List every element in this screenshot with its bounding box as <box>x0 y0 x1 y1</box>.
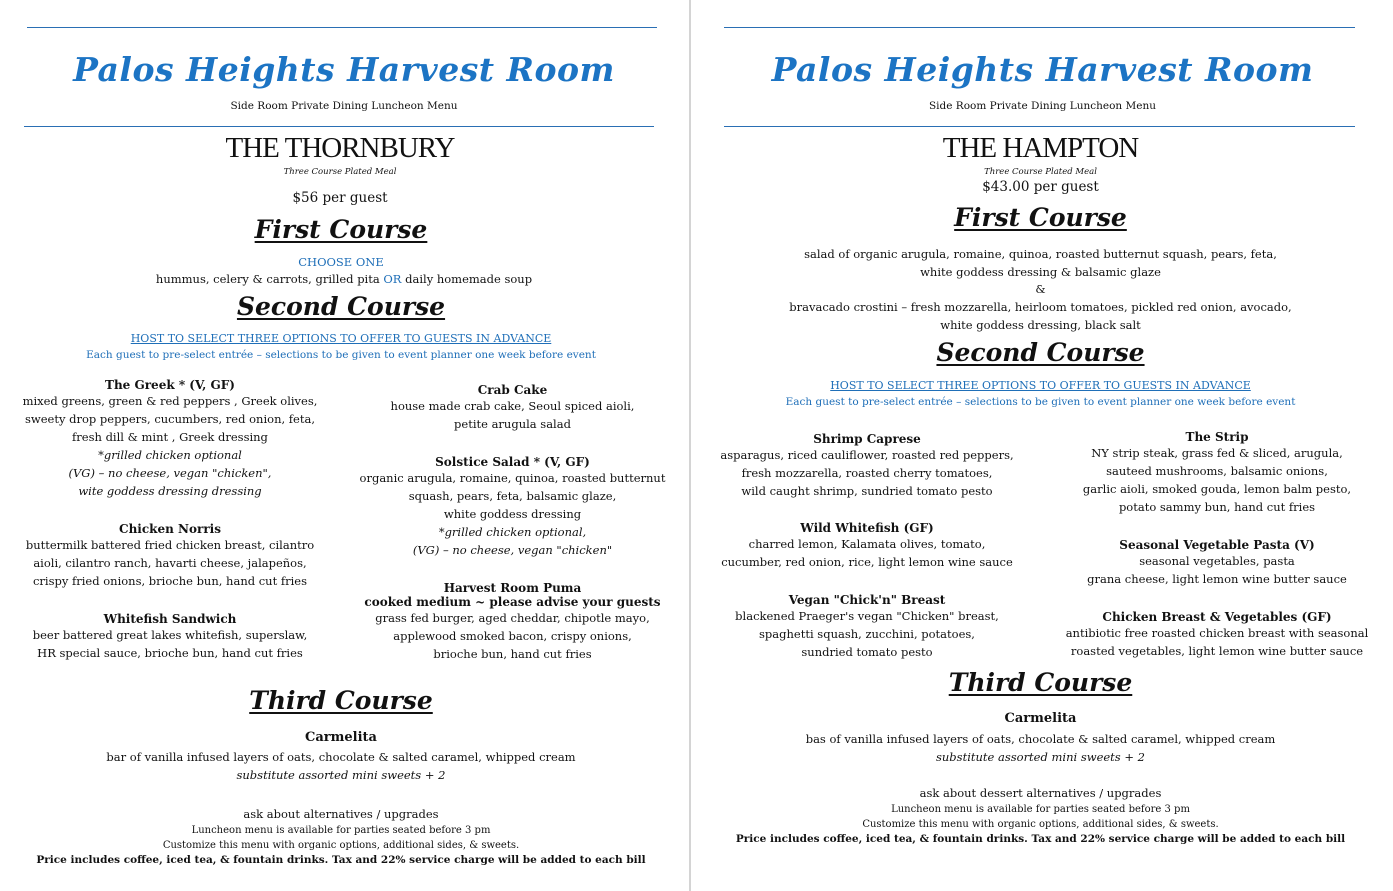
item-desc-line: charred lemon, Kalamata olives, tomato, <box>748 537 986 551</box>
footer-line: Customize this menu with organic options, additional sides, & sweets. <box>162 840 520 851</box>
footer-price-note: Price includes coffee, iced tea, & fountain drinks. Tax and 22% service charge will be added to each bill <box>735 833 1346 845</box>
preselect-note: Each guest to pre-select entrée – selections to be given to event planner one week before event <box>86 349 596 361</box>
meal-type: Three Course Plated Meal <box>984 167 1097 177</box>
item-desc-line: cucumber, red onion, rice, light lemon wine sauce <box>721 555 1013 569</box>
item-note-line: wite goddess dressing dressing <box>78 484 262 498</box>
item-desc-line: fresh mozzarella, roasted cherry tomatoes, <box>741 466 993 480</box>
item-desc-line: squash, pears, feta, balsamic glaze, <box>408 489 617 503</box>
footer-line: Luncheon menu is available for parties seated before 3 pm <box>191 825 491 836</box>
menu-item-the-strip <box>1047 430 1387 516</box>
first-course-heading: First Course <box>254 215 428 244</box>
item-desc-line: wild caught shrimp, sundried tomato pesto <box>741 484 993 498</box>
item-name: Shrimp Caprese <box>813 432 921 446</box>
third-course-heading: Third Course <box>249 686 433 715</box>
item-desc-line: roasted vegetables, light lemon wine butter sauce <box>1070 644 1364 658</box>
item-note-line: *grilled chicken optional, <box>438 525 587 539</box>
item-desc-line: buttermilk battered fried chicken breast, cilantro <box>25 538 315 552</box>
item-desc-line: potato sammy bun, hand cut fries <box>1118 500 1316 514</box>
item-desc-line: fresh dill & mint , Greek dressing <box>72 430 268 444</box>
menu-item-shrimp-caprese <box>692 432 1042 500</box>
item-cook-note: cooked medium ~ please advise your guests <box>364 595 661 609</box>
item-desc-line: sundried tomato pesto <box>801 645 933 659</box>
menu-item-the-greek <box>10 378 330 500</box>
item-desc-line: garlic aioli, smoked gouda, lemon balm pesto, <box>1082 482 1352 496</box>
menu-item-chicken-breast-vegetables <box>1047 610 1387 660</box>
item-desc-line: applewood smoked bacon, crispy onions, <box>393 629 632 643</box>
dessert-substitute: substitute assorted mini sweets + 2 <box>236 768 446 782</box>
item-desc-line: grass fed burger, aged cheddar, chipotle mayo, <box>375 611 650 625</box>
price: $56 per guest <box>292 190 388 206</box>
item-desc-line: organic arugula, romaine, quinoa, roasted butternut <box>359 471 666 485</box>
host-select-note: HOST TO SELECT THREE OPTIONS TO OFFER TO GUESTS IN ADVANCE <box>130 332 552 345</box>
menu-subtitle: Side Room Private Dining Luncheon Menu <box>928 100 1157 112</box>
footer-price-note: Price includes coffee, iced tea, & fountain drinks. Tax and 22% service charge will be added to each bill <box>36 854 646 866</box>
item-desc-line: NY strip steak, grass fed & sliced, arugula, <box>1091 446 1343 460</box>
item-desc-line: asparagus, riced cauliflower, roasted red peppers, <box>720 448 1014 462</box>
item-desc-line: petite arugula salad <box>454 417 571 431</box>
first-course-desc: salad of organic arugula, romaine, quinoa, roasted butternut squash, pears, feta, <box>804 247 1277 261</box>
item-desc-line: mixed greens, green & red peppers , Greek olives, <box>22 394 318 408</box>
item-desc-line: crispy fried onions, brioche bun, hand cut fries <box>32 574 308 588</box>
item-name: Harvest Room Puma <box>443 581 582 595</box>
menu-title: THE THORNBURY <box>225 132 455 164</box>
item-name: Chicken Norris <box>119 522 221 536</box>
meal-type: Three Course Plated Meal <box>283 167 397 177</box>
menu-item-solstice-salad <box>340 455 685 559</box>
item-note-line: *grilled chicken optional <box>98 448 242 462</box>
dessert-desc: bas of vanilla infused layers of oats, chocolate & salted caramel, whipped cream <box>805 732 1276 746</box>
header-rule <box>24 126 654 127</box>
brand-title: Palos Heights Harvest Room <box>73 50 615 89</box>
preselect-note: Each guest to pre-select entrée – selections to be given to event planner one week before event <box>785 396 1296 408</box>
footer-line: Luncheon menu is available for parties seated before 3 pm <box>891 804 1190 815</box>
item-desc-line: antibiotic free roasted chicken breast with seasonal <box>1065 626 1369 640</box>
first-course-desc: bravacado crostini – fresh mozzarella, heirloom tomatoes, pickled red onion, avocado, <box>789 300 1292 314</box>
menu-item-crab-cake <box>340 383 685 433</box>
item-name: Solstice Salad * (V, GF) <box>435 455 590 469</box>
choose-one-label: CHOOSE ONE <box>298 255 384 269</box>
dessert-substitute: substitute assorted mini sweets + 2 <box>936 750 1145 764</box>
footer-ask: ask about dessert alternatives / upgrades <box>919 786 1162 800</box>
footer-ask: ask about alternatives / upgrades <box>243 807 439 821</box>
item-name: Vegan "Chick'n" Breast <box>788 593 946 607</box>
first-course-heading: First Course <box>954 203 1127 232</box>
item-desc-line: sauteed mushrooms, balsamic onions, <box>1106 464 1328 478</box>
second-course-heading: Second Course <box>236 292 446 321</box>
item-name: Crab Cake <box>477 383 548 397</box>
right-menu-page <box>692 0 1393 891</box>
menu-item-vegan-chickn <box>692 593 1042 661</box>
left-menu-page <box>0 0 688 891</box>
price: $43.00 per guest <box>982 179 1099 195</box>
item-desc-line: beer battered great lakes whitefish, superslaw, <box>32 628 308 642</box>
item-note-line: (VG) – no cheese, vegan "chicken" <box>412 543 613 557</box>
menu-item-chicken-norris <box>10 522 330 590</box>
first-course-desc: white goddess dressing, black salt <box>940 318 1141 332</box>
item-name: Seasonal Vegetable Pasta (V) <box>1119 538 1315 552</box>
third-course-heading: Third Course <box>948 668 1133 697</box>
header-rule <box>724 126 1355 127</box>
menu-title: THE HAMPTON <box>942 132 1139 164</box>
second-course-heading: Second Course <box>936 338 1145 367</box>
item-desc-line: spaghetti squash, zucchini, potatoes, <box>759 627 975 641</box>
item-name: The Greek * (V, GF) <box>105 378 235 392</box>
or-label: OR <box>383 272 402 286</box>
menu-subtitle: Side Room Private Dining Luncheon Menu <box>230 100 458 112</box>
dessert-name: Carmelita <box>305 730 377 745</box>
top-rule <box>724 27 1355 28</box>
item-desc-line: sweety drop peppers, cucumbers, red onion, feta, <box>25 412 315 426</box>
item-desc-line: blackened Praeger's vegan "Chicken" breast, <box>735 609 999 623</box>
item-name: Wild Whitefish (GF) <box>800 521 934 535</box>
item-name: The Strip <box>1185 430 1249 444</box>
top-rule <box>27 27 657 28</box>
item-desc-line: grana cheese, light lemon wine butter sauce <box>1087 572 1347 586</box>
first-option-b: daily homemade soup <box>405 272 533 286</box>
item-desc-line: aioli, cilantro ranch, havarti cheese, jalapeños, <box>33 556 307 570</box>
item-note-line: (VG) – no cheese, vegan "chicken", <box>68 466 272 480</box>
item-desc-line: HR special sauce, brioche bun, hand cut fries <box>37 646 303 660</box>
menu-item-wild-whitefish <box>692 521 1042 571</box>
item-name: Whitefish Sandwich <box>103 612 237 626</box>
item-desc-line: brioche bun, hand cut fries <box>433 647 592 661</box>
dessert-name: Carmelita <box>1004 711 1077 726</box>
item-name: Chicken Breast & Vegetables (GF) <box>1102 610 1332 624</box>
footer-line: Customize this menu with organic options, additional sides, & sweets. <box>862 819 1219 830</box>
item-desc-line: house made crab cake, Seoul spiced aioli, <box>390 399 635 413</box>
item-desc-line: white goddess dressing <box>443 507 582 521</box>
menu-item-seasonal-vegetable-pasta <box>1047 538 1387 588</box>
brand-title: Palos Heights Harvest Room <box>771 50 1314 89</box>
first-course-options <box>0 270 688 288</box>
first-option-a: hummus, celery & carrots, grilled pita <box>155 272 380 286</box>
menu-item-whitefish-sandwich <box>10 612 330 662</box>
host-select-note: HOST TO SELECT THREE OPTIONS TO OFFER TO GUESTS IN ADVANCE <box>830 379 1251 392</box>
page-divider <box>689 0 691 891</box>
item-desc-line: seasonal vegetables, pasta <box>1139 554 1295 568</box>
dessert-desc: bar of vanilla infused layers of oats, chocolate & salted caramel, whipped cream <box>106 750 576 764</box>
menu-item-harvest-room-puma <box>340 581 685 663</box>
first-course-desc: white goddess dressing & balsamic glaze <box>920 265 1161 279</box>
first-course-ampersand: & <box>1035 282 1046 296</box>
